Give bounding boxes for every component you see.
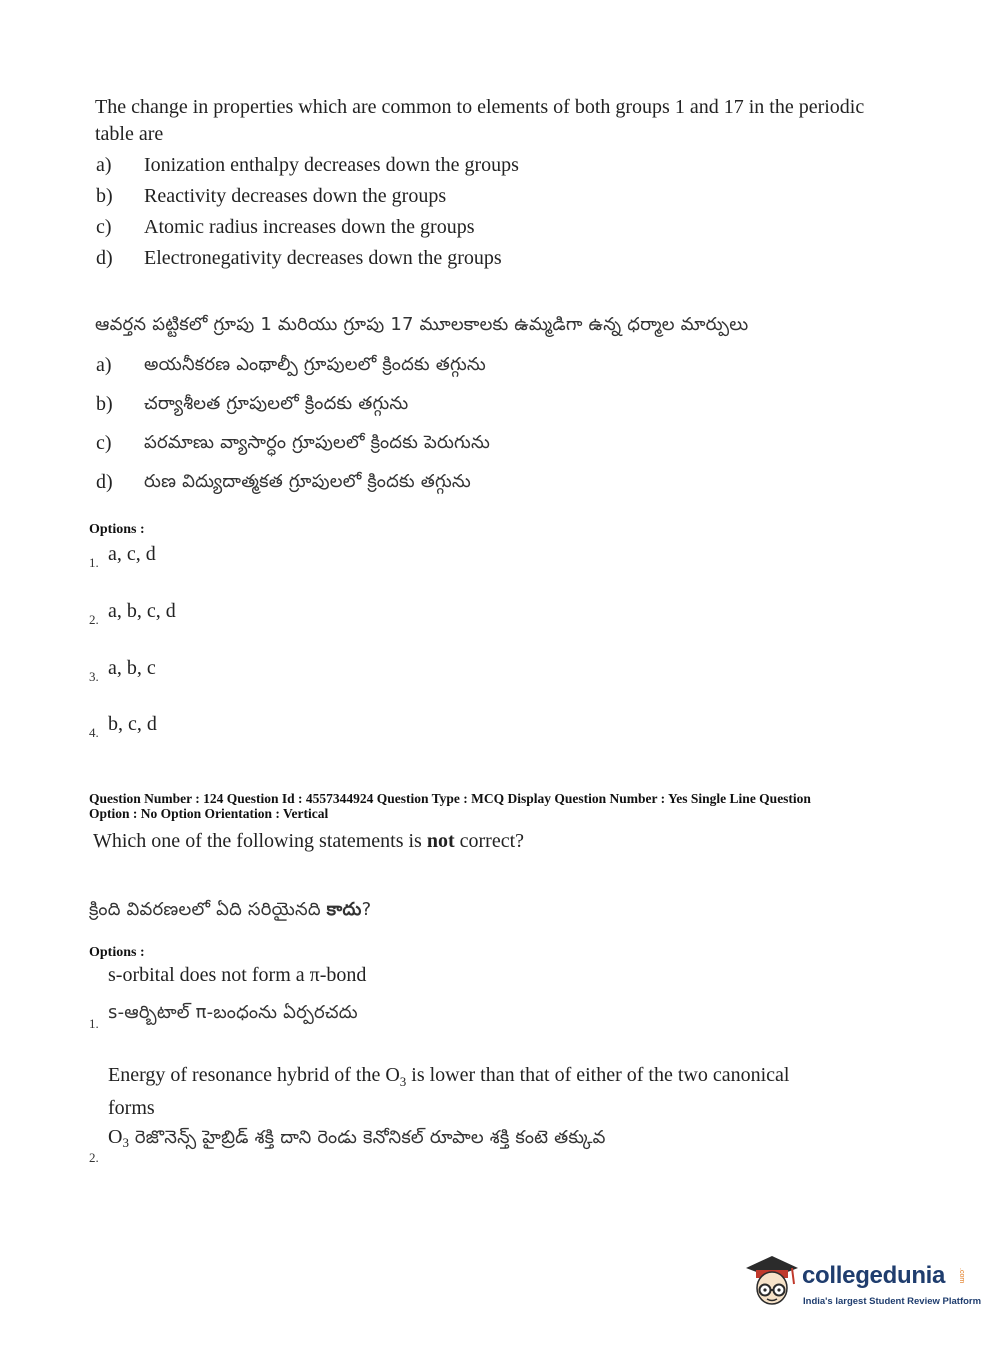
statement-text: పరమాణు వ్యాసార్ధం గ్రూపులలో క్రిందకు పెరుగును <box>144 432 491 453</box>
statement-letter: b) <box>96 185 113 207</box>
option-text-telugu <box>108 1126 606 1152</box>
brand-name: collegedunia <box>802 1262 946 1289</box>
statement-letter: c) <box>96 216 112 238</box>
option-text: a, b, c <box>108 657 156 679</box>
statement-letter: a) <box>96 354 112 376</box>
subscript: 3 <box>399 1074 407 1089</box>
statement-text: అయనీకరణ ఎంథాల్పీ గ్రూపులలో క్రిందకు తగ్గును <box>144 354 486 375</box>
brand-domain: .com <box>958 1268 965 1284</box>
option-number: 4. <box>89 725 99 740</box>
stem-text: Which one of the following statements is <box>93 830 427 852</box>
option-number: 2. <box>89 612 99 627</box>
question-stem-2-telugu <box>89 899 371 924</box>
option-text-telugu: s-ఆర్బిటాల్ π-బంధంను ఏర్పరచదు <box>108 1002 358 1023</box>
formula-O: O <box>108 1126 123 1148</box>
stem-emphasis: not <box>426 830 455 852</box>
statement-text: చర్యాశీలత గ్రూపులలో క్రిందకు తగ్గును <box>144 393 409 414</box>
statement-text: Ionization enthalpy decreases down the groups <box>144 154 519 176</box>
option-text: s-orbital does not form a π-bond <box>108 964 367 986</box>
question-stem: The change in properties which are common to elements of both groups 1 and 17 in the periodic table are <box>95 96 865 145</box>
option-text-part-1: Energy of resonance hybrid of the O <box>108 1064 400 1086</box>
stem-emphasis-telugu: కాదు <box>326 899 362 920</box>
question-meta-line-1: Question Number : 124 Question Id : 4557344924 Question Type : MCQ Display Question Number : Yes Single Line Question <box>89 791 811 806</box>
question-stem-2 <box>93 830 524 853</box>
option-number: 1. <box>89 1016 99 1031</box>
statement-letter: c) <box>96 432 112 454</box>
question-meta-line-2: Option : No Option Orientation : Vertical <box>89 806 329 821</box>
statement-text: Reactivity decreases down the groups <box>144 185 447 207</box>
option-text: a, c, d <box>108 543 156 565</box>
option-number: 2. <box>89 1150 99 1165</box>
mascot-icon <box>742 1250 800 1308</box>
option-number: 3. <box>89 669 99 684</box>
option-text <box>108 1062 838 1121</box>
statement-letter: a) <box>96 154 112 176</box>
statement-text: Atomic radius increases down the groups <box>144 216 475 238</box>
option-number: 1. <box>89 555 99 570</box>
statement-text: రుణ విద్యుదాత్మకత గ్రూపులలో క్రిందకు తగ్గును <box>144 471 471 492</box>
options-label-2: Options : <box>89 945 145 960</box>
option-text-telugu-body: రెజొనెన్స్ హైబ్రిడ్ శక్తి దాని రెండు కెనోనికల్ రూపాల శక్తి కంటె తక్కువ <box>128 1127 606 1148</box>
stem-text-telugu: క్రింది వివరణలలో ఏది సరియైనది <box>89 899 327 920</box>
question-stem-telugu: ఆవర్తన పట్టికలో గ్రూపు 1 మరియు గ్రూపు 17 మూలకాలకు ఉమ్మడిగా ఉన్న ధర్మాల మార్పులు <box>95 314 749 335</box>
statement-letter: d) <box>96 247 113 269</box>
brand-tagline: India's largest Student Review Platform <box>803 1296 982 1307</box>
question-meta <box>89 791 909 821</box>
option-2-2[interactable] <box>89 1062 849 1172</box>
option-text: b, c, d <box>108 713 157 735</box>
stem-end-telugu: ? <box>361 899 372 920</box>
statement-letter: d) <box>96 471 113 493</box>
statement-letter: b) <box>96 393 113 415</box>
stem-text-end: correct? <box>454 830 525 852</box>
option-text: a, b, c, d <box>108 600 176 622</box>
statement-text: Electronegativity decreases down the groups <box>144 247 502 269</box>
subscript: 3 <box>122 1135 129 1151</box>
options-label: Options : <box>89 522 145 537</box>
option-text-part-2: is lower than that of either of the two canonical forms <box>108 1064 790 1119</box>
option-2-1[interactable] <box>89 964 849 1034</box>
